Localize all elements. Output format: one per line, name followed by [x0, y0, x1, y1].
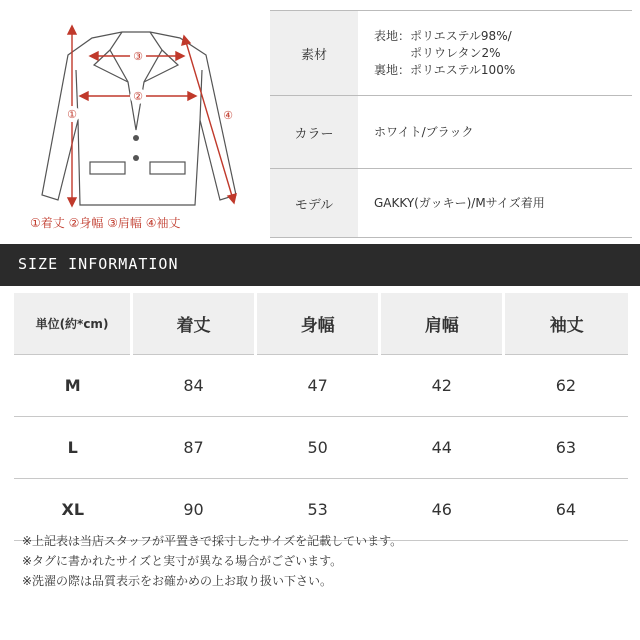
cell-sleeve: 63	[504, 417, 628, 479]
table-row	[14, 355, 628, 417]
table-row	[14, 417, 628, 479]
size-info-banner	[0, 244, 640, 286]
marker-4: ④	[223, 110, 233, 122]
button-top	[133, 135, 139, 141]
spec-label: カラー	[270, 96, 358, 168]
button-bottom	[133, 155, 139, 161]
jacket-collar	[110, 32, 162, 130]
cell-shoulder: 46	[380, 479, 504, 541]
spec-label: 素材	[270, 11, 358, 95]
header-sleeve: 袖丈	[504, 293, 628, 355]
spec-line: 裏地：ポリエステル100%	[374, 62, 516, 77]
spec-line: ポリウレタン2%	[374, 45, 501, 60]
spec-line: GAKKY(ガッキー)/Mサイズ着用	[374, 195, 545, 210]
pocket-left	[90, 162, 125, 174]
note-line: ※洗濯の際は品質表示をお確かめの上お取り扱い下さい。	[22, 574, 333, 588]
pocket-right	[150, 162, 185, 174]
header-unit: 単位(約*cm)	[14, 293, 132, 355]
header-shoulder: 肩幅	[380, 293, 504, 355]
spec-row-model	[270, 169, 632, 238]
spec-label: モデル	[270, 169, 358, 237]
size-table-header	[14, 293, 628, 355]
size-table	[14, 293, 628, 541]
spec-row-color	[270, 96, 632, 169]
spec-value	[374, 96, 628, 168]
banner-title: SIZE INFORMATION	[18, 255, 179, 273]
marker-1: ①	[67, 109, 77, 121]
cell-width: 53	[256, 479, 380, 541]
header-width: 身幅	[256, 293, 380, 355]
note-line: ※上記表は当店スタッフが平置きで採寸したサイズを記載しています。	[22, 534, 403, 548]
cell-shoulder: 42	[380, 355, 504, 417]
spec-value	[374, 169, 628, 237]
size-label: M	[14, 355, 132, 417]
size-label: L	[14, 417, 132, 479]
cell-width: 50	[256, 417, 380, 479]
spec-table	[270, 10, 632, 237]
cell-length: 90	[132, 479, 256, 541]
cell-sleeve: 64	[504, 479, 628, 541]
marker-3: ③	[133, 51, 143, 63]
size-label: XL	[14, 479, 132, 541]
spec-line: ホワイト/ブラック	[374, 124, 474, 139]
spec-row-material	[270, 11, 632, 96]
spec-line: 表地：ポリエステル98%/	[374, 28, 512, 43]
spec-value	[374, 11, 628, 95]
measurement-legend: ①着丈 ②身幅 ③肩幅 ④袖丈	[30, 216, 181, 230]
cell-length: 84	[132, 355, 256, 417]
jacket-diagram	[10, 10, 255, 235]
cell-width: 47	[256, 355, 380, 417]
marker-2: ②	[133, 91, 143, 103]
header-length: 着丈	[132, 293, 256, 355]
cell-length: 87	[132, 417, 256, 479]
cell-sleeve: 62	[504, 355, 628, 417]
notes	[22, 531, 402, 591]
note-line: ※タグに書かれたサイズと実寸が異なる場合がございます。	[22, 554, 343, 568]
cell-shoulder: 44	[380, 417, 504, 479]
